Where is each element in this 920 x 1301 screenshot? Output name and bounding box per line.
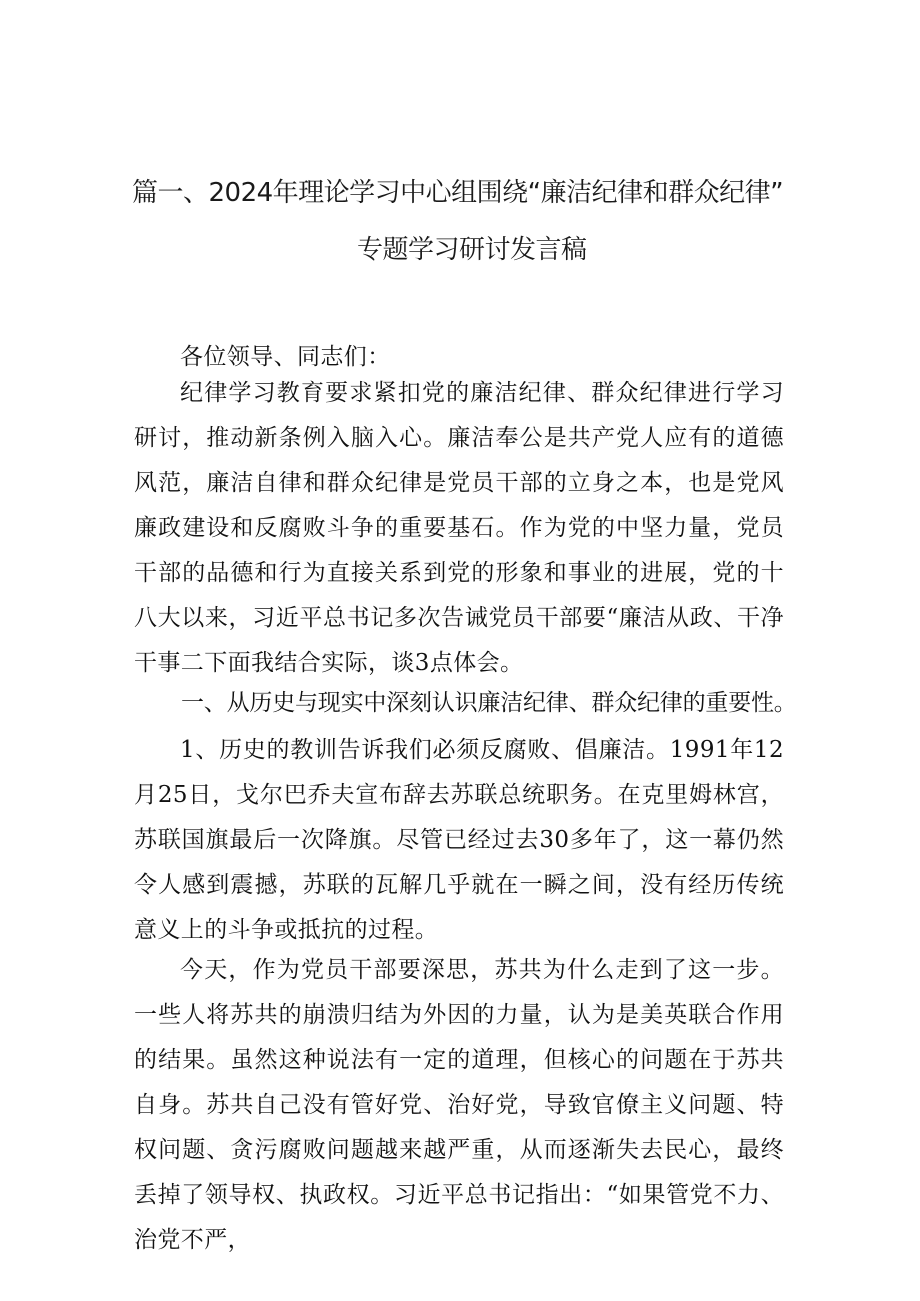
- paragraph-history-lesson: 1、历史的教训告诉我们必须反腐败、倡廉洁。1991年12月25日，戈尔巴乔夫宣布辞去苏联总统职务。在克里姆林宫，苏联国旗最后一次降旗。尽管已经过去30多年了，这一幕仍然令人感到震撼，苏联的瓦解几乎就在一瞬之间，没有经历传统意义上的斗争或抵抗的过程。: [134, 737, 784, 943]
- paragraph-reflection: 今天，作为党员干部要深思，苏共为什么走到了这一步。一些人将苏共的崩溃归结为外因的力量，认为是美英联合作用的结果。虽然这种说法有一定的道理，但核心的问题在于苏共自身。苏共自己没有管好党、治好党，导致官僚主义问题、特权问题、贪污腐败问题越来越严重，从而逐渐失去民心，最终丢掉了领导权、执政权。习近平总书记指出：“如果管党不力、治党不严，: [134, 957, 784, 1253]
- document-title-line-2: 专题学习研讨发言稿: [357, 235, 587, 265]
- paragraph-intro: 纪律学习教育要求紧扣党的廉洁纪律、群众纪律进行学习研讨，推动新条例入脑入心。廉洁奉公是共产党人应有的道德风范，廉洁自律和群众纪律是党员干部的立身之本，也是党风廉政建设和反腐败斗争的重要基石。作为党的中坚力量，党员干部的品德和行为直接关系到党的形象和事业的进展，党的十八大以来，习近平总书记多次告诫党员干部要“廉洁从政、干净干事二下面我结合实际，谈3点体会。: [134, 380, 784, 676]
- section-heading: 一、从历史与现实中深刻认识廉洁纪律、群众纪律的重要性。: [181, 690, 797, 716]
- salutation: 各位领导、同志们：: [180, 344, 391, 370]
- document-title-line-1: 篇一、2024年理论学习中心组围绕“廉洁纪律和群众纪律”: [132, 178, 784, 208]
